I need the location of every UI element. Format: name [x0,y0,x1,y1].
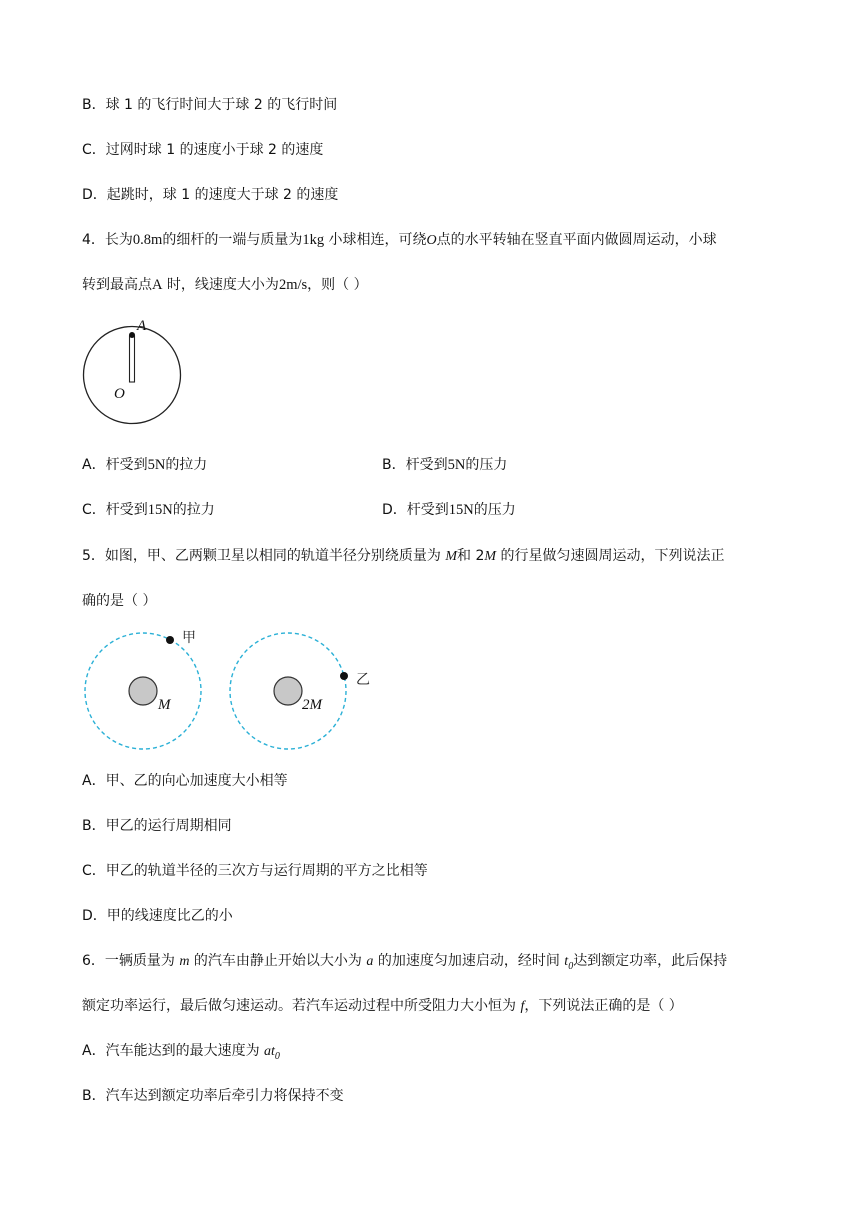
q4-option-d: D．杆受到15N的压力 [382,502,516,518]
q5-stem-line1: 5．如图，甲、乙两颗卫星以相同的轨道半径分别绕质量为 M和 2M 的行星做匀速圆周运动，下列说法正 [82,548,725,564]
rod [130,336,135,382]
figure-label-o: O [114,386,125,402]
ball-a [129,332,135,338]
q3-option-d: D．起跳时，球 1 的速度大于球 2 的速度 [82,187,339,203]
q3-option-b: B．球 1 的飞行时间大于球 2 的飞行时间 [82,97,338,113]
q6-stem-line2: 额定功率运行，最后做匀速运动。若汽车运动过程中所受阻力大小恒为 f，下列说法正确的是（ ） [82,998,683,1014]
q5-satellite-figure [78,622,378,758]
point-o: O [426,233,437,248]
ball-speed: 2m/s [278,277,308,293]
q5-option-d: D．甲的线速度比乙的小 [82,908,233,924]
q4-stem-line1: 4．长为0.8m的细杆的一端与质量为1kg 小球相连，可绕O点的水平转轴在竖直平面内做圆周运动，小球 [82,232,717,248]
satellite-jia [166,636,174,644]
q4-rod-circle-figure [78,312,188,432]
q5-option-b: B．甲乙的运行周期相同 [82,818,232,834]
label-2m: 2M [302,697,322,713]
q4-option-c: C．杆受到15N的拉力 [82,502,215,518]
label-m: M [158,697,171,713]
q5-option-c: C．甲乙的轨道半径的三次方与运行周期的平方之比相等 [82,863,428,879]
point-a: A [152,277,163,293]
figure-label-a: A [137,318,147,334]
q5-stem-line2: 确的是（ ） [82,593,157,609]
q4-stem-line2: 转到最高点A 时，线速度大小为2m/s，则（ ） [82,277,368,293]
q4-option-b: B．杆受到5N的压力 [382,457,508,473]
q4-option-a: A．杆受到5N的拉力 [82,457,208,473]
label-yi: 乙 [356,673,370,688]
rod-length: 0.8m [132,232,163,248]
q5-option-a: A．甲、乙的向心加速度大小相等 [82,773,288,789]
ball-mass: 1kg [302,232,325,248]
q6-stem-line1: 6．一辆质量为 m 的汽车由静止开始以大小为 a 的加速度匀加速启动，经时间 $t_0$达到额定功率，此后保持 [82,953,728,972]
q6-option-a: A．汽车能达到的最大速度为 $at_0$ [82,1043,280,1062]
planet-2m [274,677,302,705]
satellite-yi [340,672,348,680]
label-jia: 甲 [182,631,196,646]
q6-option-b: B．汽车达到额定功率后牵引力将保持不变 [82,1088,344,1104]
planet-m [129,677,157,705]
q3-option-c: C．过网时球 1 的速度小于球 2 的速度 [82,142,324,158]
